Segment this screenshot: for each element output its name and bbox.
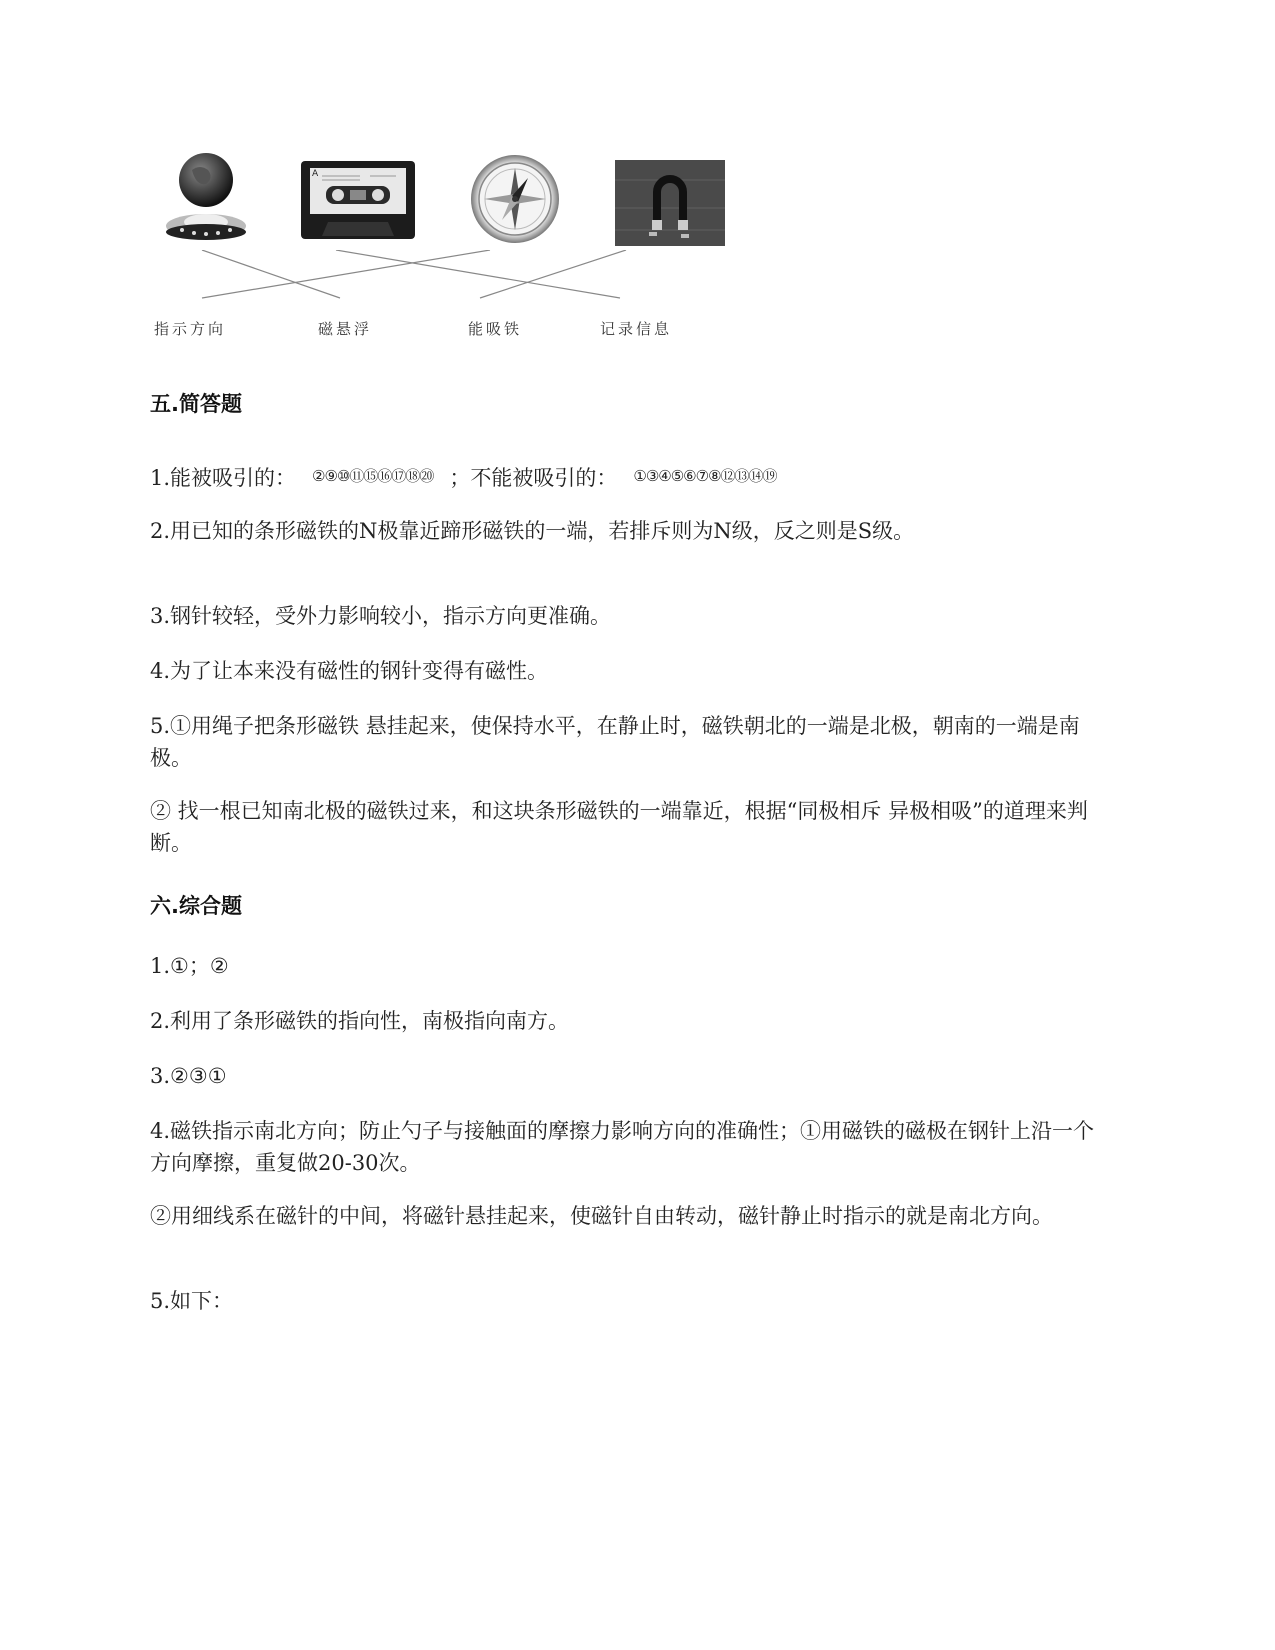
levitation-globe-image	[162, 150, 250, 246]
horseshoe-magnet-image	[615, 160, 725, 246]
s5-answer-5b: ② 找一根已知南北极的磁铁过来，和这块条形磁铁的一端靠近，根据“同极相斥 异极相吸”的道理来判断。	[150, 799, 1088, 855]
s6-answer-4b: ②用细线系在磁针的中间，将磁针悬挂起来，使磁针自由转动，磁针静止时指示的就是南北方向。	[150, 1204, 1053, 1228]
section-6-heading: 六.综合题	[150, 894, 242, 918]
s5-answer-5a: 5.①用绳子把条形磁铁 悬挂起来，使保持水平，在静止时，磁铁朝北的一端是北极，朝南的一端是南极。	[150, 714, 1080, 770]
s6-answer-2: 2.利用了条形磁铁的指向性，南极指向南方。	[150, 1009, 570, 1033]
compass-image	[470, 154, 560, 244]
label-record-info: 记录信息	[600, 320, 673, 338]
section-5-heading: 五.简答题	[150, 392, 242, 416]
s5-answer-2: 2.用已知的条形磁铁的N极靠近蹄形磁铁的一端，若排斥则为N级，反之则是S级。	[150, 519, 915, 543]
svg-text:A: A	[312, 169, 319, 179]
s6-answer-3: 3.②③①	[150, 1064, 227, 1088]
label-indicate-direction: 指示方向	[154, 320, 227, 338]
matching-figure	[150, 150, 730, 340]
s5-answer-1	[150, 460, 1105, 494]
cassette-tape-image	[300, 160, 416, 240]
s5-q1-separator: ；不能被吸引的：	[449, 466, 618, 490]
s5-q1-prefix: 1.能被吸引的：	[150, 466, 297, 490]
matching-lines	[150, 250, 730, 310]
not-attracted-items: ①③④⑤⑥⑦⑧⑫⑬⑭⑲	[633, 467, 777, 485]
label-maglev: 磁悬浮	[318, 320, 373, 338]
s6-answer-5: 5.如下：	[150, 1289, 234, 1313]
s6-answer-1: 1.①；②	[150, 954, 229, 978]
attracted-items: ②⑨⑩⑪⑮⑯⑰⑱⑳	[312, 467, 434, 485]
label-attract-iron: 能吸铁	[468, 320, 523, 338]
s5-answer-3: 3.钢针较轻，受外力影响较小，指示方向更准确。	[150, 604, 612, 628]
s6-answer-4a: 4.磁铁指示南北方向；防止勺子与接触面的摩擦力影响方向的准确性；①用磁铁的磁极在钢针上沿一个方向摩擦，重复做20-30次。	[150, 1119, 1095, 1175]
s5-answer-4: 4.为了让本来没有磁性的钢针变得有磁性。	[150, 659, 549, 683]
